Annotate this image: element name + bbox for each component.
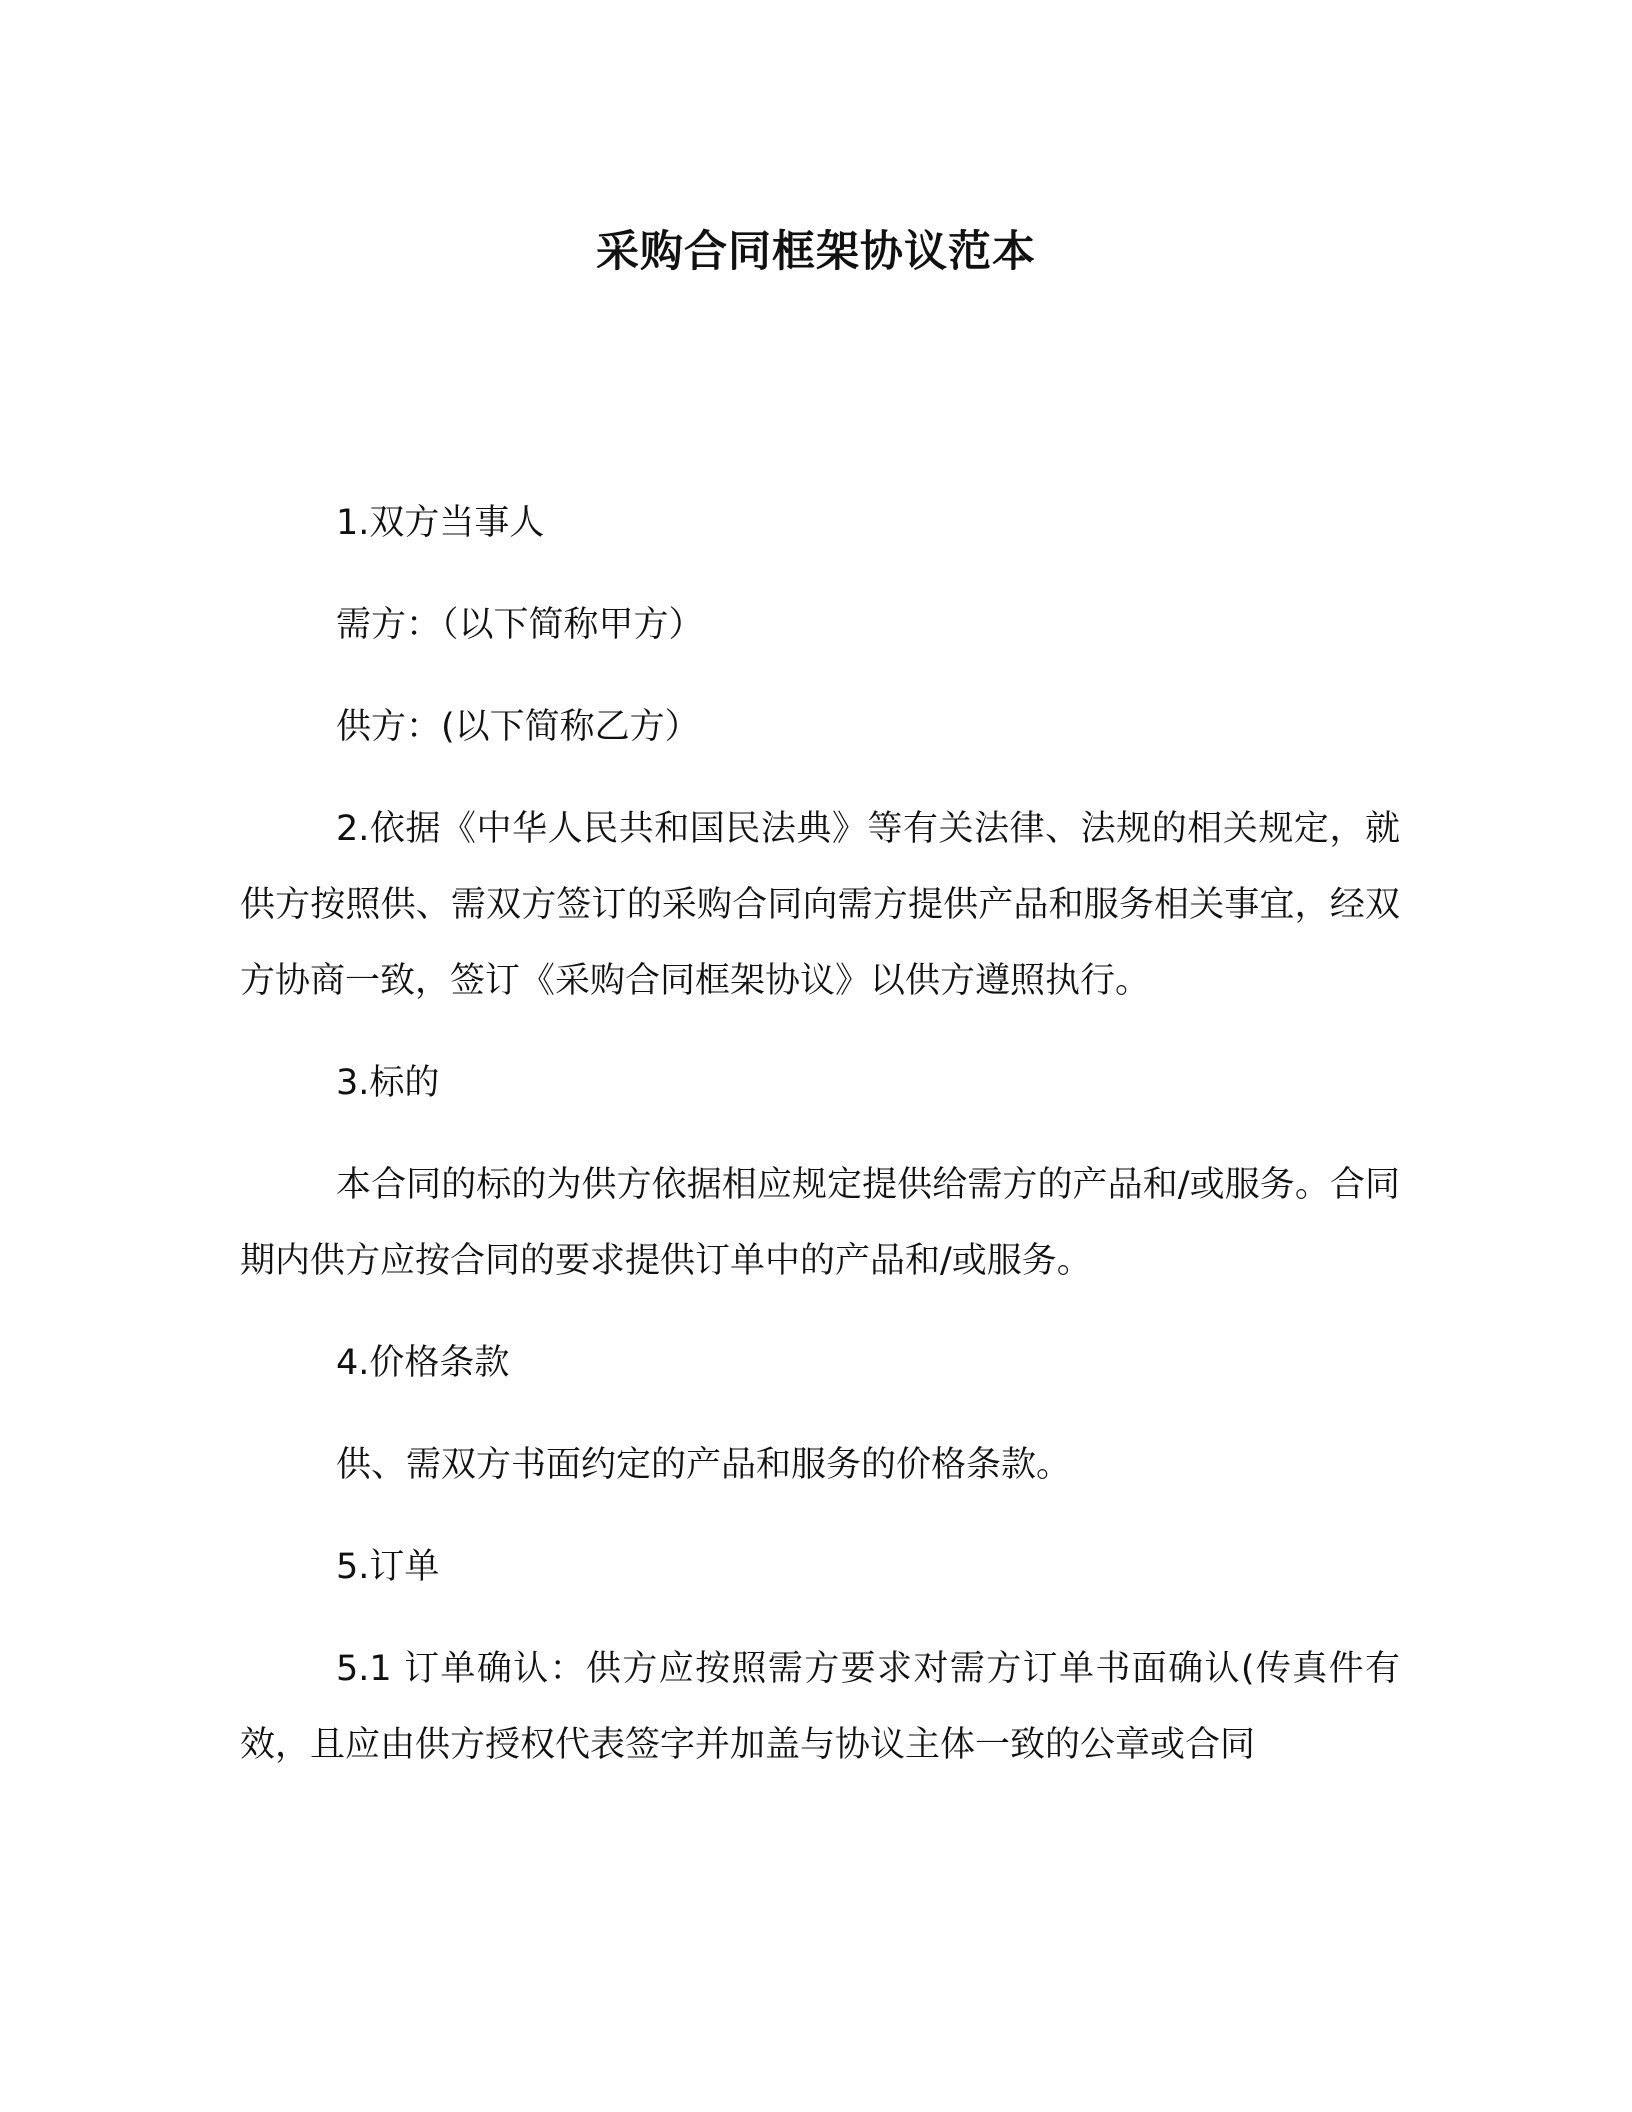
section-heading-price: 4.价格条款 [336,1343,510,1383]
document-title: 采购合同框架协议范本 [596,227,1036,277]
basis-paragraph: 2.依据《中华人民共和国民法典》等有关法律、法规的相关规定，就供方按照供、需双方签订的采购合同向需方提供产品和服务相关事宜，经双方协商一致，签订《采购合同框架协议》以供方遵照执行。 [240,809,1400,1001]
section-heading-order: 5.订单 [336,1547,440,1587]
document-body [240,485,1400,1809]
price-paragraph: 供、需双方书面约定的产品和服务的价格条款。 [336,1445,1072,1485]
order-confirmation-paragraph: 5.1 订单确认：供方应按照需方要求对需方订单书面确认(传真件有效，且应由供方授权代表签字并加盖与协议主体一致的公章或合同 [240,1649,1400,1765]
section-heading-subject: 3.标的 [336,1063,440,1103]
party-supplier-line: 供方：(以下简称乙方） [336,707,700,747]
section-heading-parties: 1.双方当事人 [336,503,545,543]
subject-paragraph: 本合同的标的为供方依据相应规定提供给需方的产品和/或服务。合同期内供方应按合同的要求提供订单中的产品和/或服务。 [240,1165,1400,1281]
party-buyer-line: 需方：（以下简称甲方） [336,605,704,645]
